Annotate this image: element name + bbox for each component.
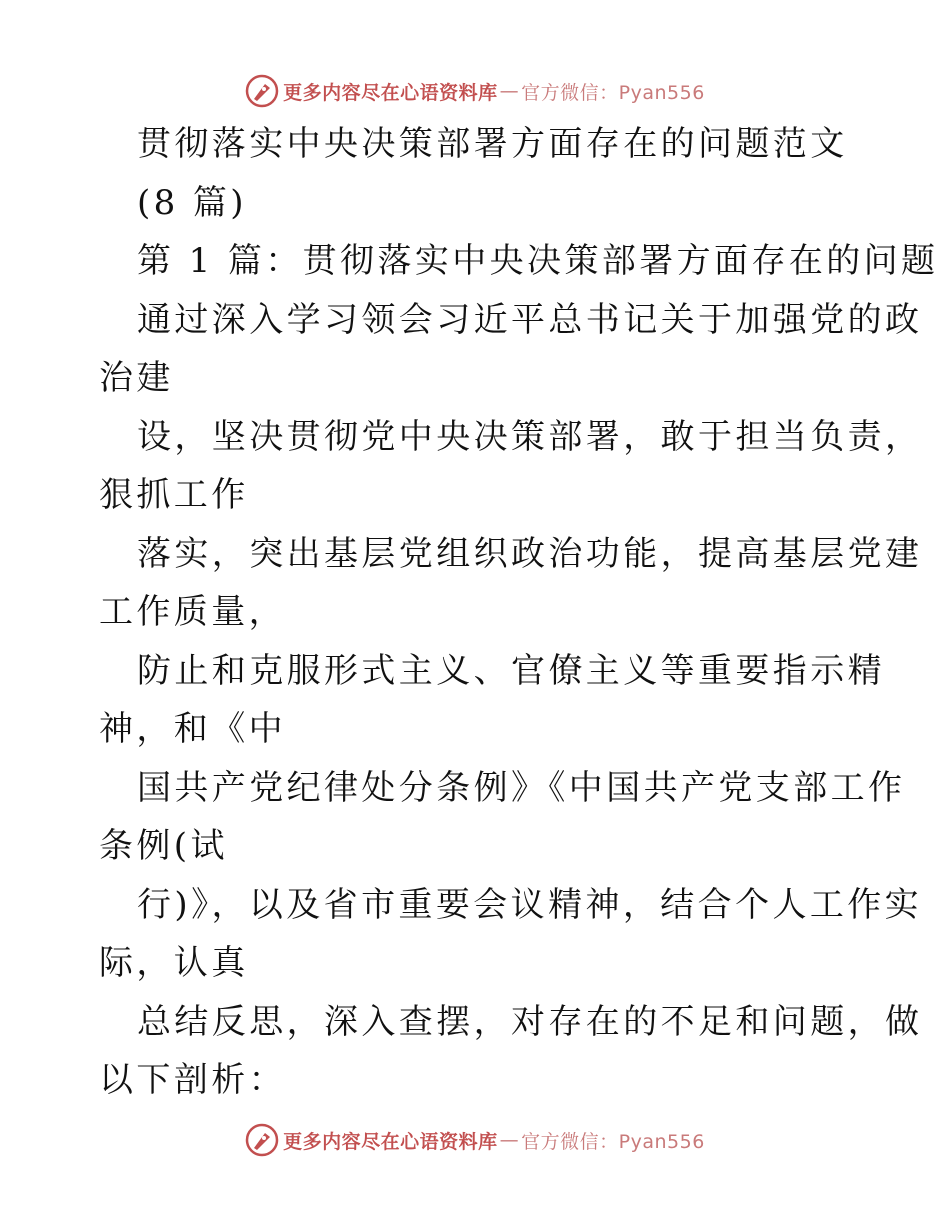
text-line: 设，坚决贯彻党中央决策部署，敢于担当负责， [137,416,923,457]
document-title: 贯彻落实中央决策部署方面存在的问题范文 [137,124,848,164]
text-line: 条例(试 [99,826,228,866]
text-line: 以下剖析： [99,1060,286,1100]
text-line: 落实，突出基层党组织政治功能，提高基层党建 [137,533,923,574]
text-line: 通过深入学习领会习近平总书记关于加强党的政 [137,299,923,340]
watermark-wechat: 官方微信：Pyan556 [521,81,705,104]
watermark-separator: — [499,80,520,102]
text-line: 狠抓工作 [99,475,249,515]
text-line: 总结反思，深入查摆，对存在的不足和问题，做 [137,1001,923,1042]
text-line: 国共产党纪律处分条例》《中国共产党支部工作 [137,767,906,808]
text-line: 防止和克服形式主义、官僚主义等重要指示精 [137,650,885,691]
text-line: 际，认真 [99,943,249,983]
document-body [99,115,939,1110]
watermark-footer [0,1120,950,1160]
text-line: 第 1 篇：贯彻落实中央决策部署方面存在的问题 [137,241,939,281]
watermark-brand: 更多内容尽在心语资料库 [283,81,498,104]
text-line: 神，和《中 [99,709,286,749]
text-line: 工作质量， [99,592,286,632]
watermark-brand: 更多内容尽在心语资料库 [283,1130,498,1153]
watermark-header [0,71,950,111]
watermark-wechat: 官方微信：Pyan556 [521,1130,705,1153]
watermark-separator: — [499,1129,520,1151]
pen-nib-icon [245,74,279,108]
text-line: 行)》，以及省市重要会议精神，结合个人工作实 [137,884,923,925]
pen-nib-icon [245,1123,279,1157]
text-line: 治建 [99,358,174,398]
document-subtitle: (8 篇) [137,182,247,223]
